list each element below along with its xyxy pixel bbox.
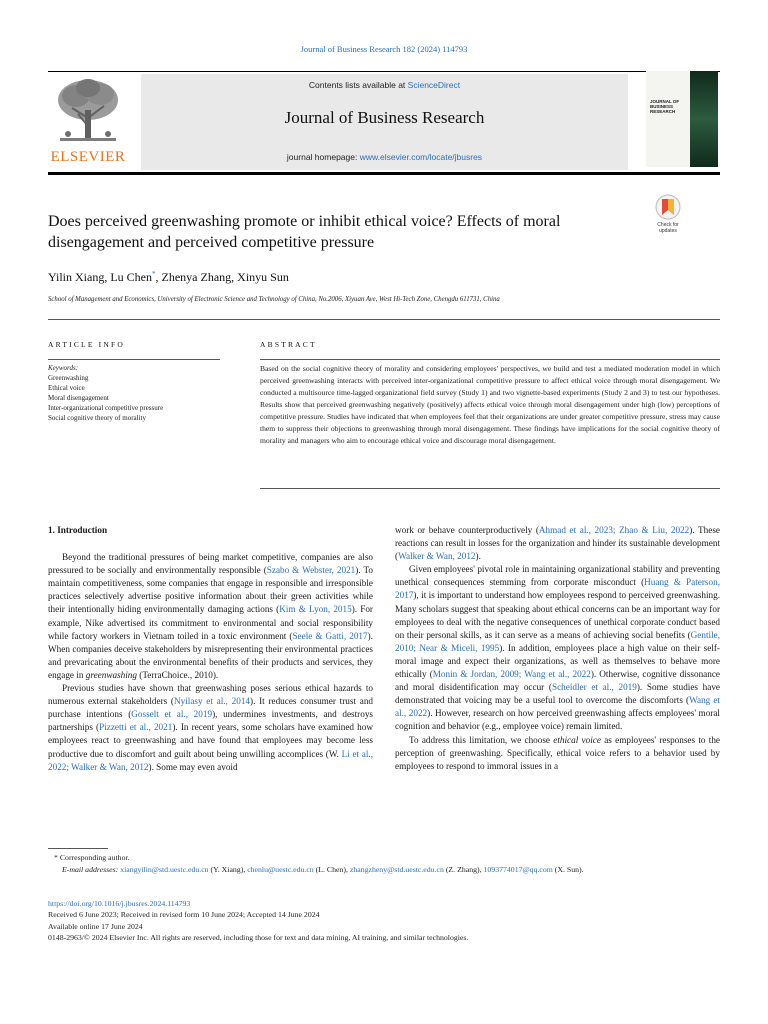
copyright: 0148-2963/© 2024 Elsevier Inc. All rights are reserved, including those for text and data mining, AI training, and similar technologies.	[48, 933, 469, 943]
journal-title: Journal of Business Research	[284, 108, 485, 127]
citation-link[interactable]: Szabo & Webster, 2021	[266, 565, 356, 576]
paragraph: Given employees' pivotal role in maintaining organizational stability and preventing unethical consequences stemming from corporate misconduct (Huang & Paterson, 2017), it is important to understand how employees respond to perceived greenwashing. Many scholars suggest that speaking about ethical concerns can be an important way for employees to deal with the negative consequences of unethical corporate conduct based on their personal skills, as it can serve as a means of achieving social benefits (Gentile, 2010; Near & Miceli, 1995). In addition, employees place a high value on their self-moral image and expect their organizations, as well as themselves to behave more ethically (Monin & Jordan, 2009; Wang et al., 2022). Otherwise, cognitive dissonance and moral disidentification may occur (Scheidler et al., 2019). Some studies have demonstrated that voicing may be a useful tool to overcome the discomforts (Wang et al., 2022). However, research on how perceived greenwashing affects employees' moral cognition and behavior (e.g., employee voice) remain limited.	[395, 564, 720, 732]
corresponding-mark[interactable]: *	[152, 270, 156, 278]
affiliation: School of Management and Economics, University of Electronic Science and Technology of China, No.2006, Xiyuan Ave, West Hi-Tech Zone, Chengdu 611731, China	[48, 296, 500, 303]
svg-text:Check for: Check for	[657, 222, 679, 228]
footnote-divider	[48, 848, 108, 849]
doi-link[interactable]: https://doi.org/10.1016/j.jbusres.2024.114793	[48, 899, 191, 908]
email-note: E-mail addresses: xiangyilin@std.uestc.edu.cn (Y. Xiang), chenlu@uestc.edu.cn (L. Chen), zhangzheny@std.uestc.edu.cn (Z. Zhang), 1093774017@qq.com (X. Sun).	[62, 865, 584, 874]
citation-link[interactable]: Pizzetti et al., 2021	[99, 722, 173, 733]
corresponding-note: * Corresponding author.	[54, 853, 130, 862]
author-name[interactable]: Zhenya Zhang	[161, 270, 232, 284]
email-link[interactable]: xiangyilin@std.uestc.edu.cn	[120, 865, 209, 874]
abstract-heading: ABSTRACT	[260, 340, 317, 349]
citation-link[interactable]: Scheidler et al., 2019	[551, 682, 637, 693]
citation-link[interactable]: Li et al., 2022; Walker & Wan, 2012	[48, 748, 373, 772]
paragraph: Previous studies have shown that greenwashing poses serious ethical hazards to numerous external stakeholders (Nyilasy et al., 2014). It reduces consumer trust and purchase intentions (Gosselt et al., 2019), undermines investments, and destroys partnerships (Pizzetti et al., 2021). In recent years, some scholars have examined how employees react to greenwashing and have found that employees may become less productive due to discomfort and guilt about being unwilling accomplices (W. Li et al., 2022; Walker & Wan, 2012). Some may even avoid	[48, 683, 374, 772]
journal-banner	[141, 74, 628, 170]
email-link[interactable]: 1093774017@qq.com	[483, 865, 553, 874]
email-link[interactable]: chenlu@uestc.edu.cn	[247, 865, 314, 874]
check-for-updates-badge[interactable]	[650, 193, 686, 235]
elsevier-logo[interactable]	[48, 74, 128, 170]
author-list: Yilin Xiang, Lu Chen*, Zhenya Zhang, Xinyu Sun	[48, 270, 289, 284]
citation-link[interactable]: Nyilasy et al., 2014	[174, 696, 251, 707]
keyword: Inter-organizational competitive pressure	[48, 404, 164, 412]
citation-link[interactable]: Monin & Jordan, 2009; Wang et al., 2022	[432, 669, 591, 680]
elsevier-tree-icon	[48, 74, 128, 148]
online-date: Available online 17 June 2024	[48, 921, 143, 931]
citation-link[interactable]: Ahmad et al., 2023; Zhao & Liu, 2022	[538, 525, 690, 535]
paragraph: Beyond the traditional pressures of being market competitive, companies are also pressured to be socially and environmentally responsible (Szabo & Webster, 2021). To maintain competitiveness, some companies that engage in responsible and irresponsible practices selectively advertise positive information about their green activities while their intentionally hiding environmentally damaging actions (Kim & Lyon, 2015). For example, Nike advertised its commitment to environmental and social responsibility while factory workers in Vietnam toiled in a toxic environment (Seele & Gatti, 2017). When companies deceive stakeholders by misrepresenting their environmental practices and prevaricating about the environmental benefits of their products and services, they engage in greenwashing (TerraChoice., 2010).	[48, 552, 374, 680]
body-column-right	[395, 524, 720, 773]
keywords-block	[48, 363, 220, 423]
sciencedirect-link[interactable]: ScienceDirect	[407, 80, 461, 90]
keywords-label: Keywords:	[48, 364, 79, 372]
publication-info	[48, 898, 720, 944]
journal-cover[interactable]	[646, 71, 718, 167]
keyword: Social cognitive theory of morality	[48, 414, 146, 422]
citation-link[interactable]: Wang et al., 2022	[395, 695, 720, 719]
keyword: Ethical voice	[48, 384, 85, 392]
body-column-left	[48, 524, 373, 774]
article-info-heading: ARTICLE INFO	[48, 340, 125, 349]
bookmark-icon	[650, 193, 686, 235]
received-dates: Received 6 June 2023; Received in revised form 10 June 2024; Accepted 14 June 2024	[48, 910, 320, 920]
journal-reference[interactable]: Journal of Business Research 182 (2024) 114793	[300, 44, 468, 54]
author-name[interactable]: Yilin Xiang	[48, 270, 105, 284]
citation-link[interactable]: Kim & Lyon, 2015	[279, 604, 352, 615]
citation-link[interactable]: Huang & Paterson, 2017	[395, 577, 720, 601]
cover-title: JOURNAL OF BUSINESS RESEARCH	[650, 99, 680, 114]
section-heading: 1. Introduction	[48, 525, 108, 535]
citation-link[interactable]: Gentile, 2010; Near & Miceli, 1995	[395, 629, 720, 653]
abstract-text: Based on the social cognitive theory of morality and considering employees' perspectives, we build and test a mediated moderation model in which perceived greenwashing interacts with perceived inter-organizational competitive pressure to affect ethical voice through moral disengagement. We conducted a multisource time-lagged organizational field survey (Study 1) and two vignette-based experiments (Study 2 and 3) to test our hypotheses. Results show that perceived greenwashing negatively (positively) affects ethical voice through moral disengagement under high (low) perceptions of competitive pressure. Studies have indicated that when employees feel that their organizations are under greater competitive pressure, stress may cause them to suppress their objections to greenwashing through moral disengagement. These findings have implications for the social cognitive theory of morality and managers who aim to encourage ethical voice and discourage moral disengagement.	[260, 364, 720, 445]
article-title: Does perceived greenwashing promote or inhibit ethical voice? Effects of moral disengagement and perceived competitive pressure	[48, 213, 561, 251]
keyword: Greenwashing	[48, 374, 89, 382]
paragraph: work or behave counterproductively (Ahmad et al., 2023; Zhao & Liu, 2022). These reactions can result in losses for the organization and hinder its sustainable development (Walker & Wan, 2012).	[395, 525, 720, 562]
cover-band	[690, 71, 718, 167]
svg-text:updates: updates	[659, 228, 677, 234]
paragraph: To address this limitation, we choose ethical voice as employees' responses to the perception of greenwashing. Specifically, ethical voice refers to a behavior used by employees to respond to immoral issues in a	[395, 734, 720, 771]
divider	[48, 359, 220, 360]
footnotes	[48, 852, 720, 876]
author-name[interactable]: Lu Chen	[110, 270, 153, 284]
journal-homepage: journal homepage: www.elsevier.com/locate/jbusres	[286, 152, 483, 162]
cover-panel	[646, 71, 690, 167]
homepage-link[interactable]: www.elsevier.com/locate/jbusres	[359, 152, 483, 162]
publisher-name: ELSEVIER	[50, 149, 126, 165]
author-name[interactable]: Xinyu Sun	[237, 270, 289, 284]
citation-link[interactable]: Walker & Wan, 2012	[398, 551, 476, 562]
contents-line: Contents lists available at ScienceDirect	[308, 80, 461, 90]
citation-link[interactable]: Seele & Gatti, 2017	[292, 630, 368, 641]
email-link[interactable]: zhangzheny@std.uestc.edu.cn	[349, 865, 444, 874]
divider	[260, 488, 720, 489]
divider	[48, 319, 720, 320]
citation-link[interactable]: Gosselt et al., 2019	[131, 709, 213, 720]
divider	[260, 359, 720, 360]
keyword: Moral disengagement	[48, 394, 109, 402]
